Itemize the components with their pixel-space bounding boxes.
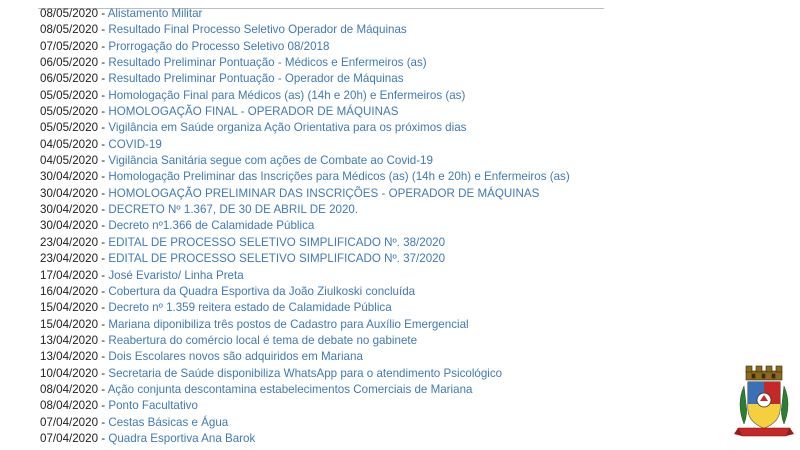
news-separator: - bbox=[98, 268, 109, 282]
news-title-link[interactable]: Homologação Final para Médicos (as) (14h e 20h) e Enfermeiros (as) bbox=[108, 88, 466, 102]
news-list-item bbox=[40, 202, 570, 218]
news-date: 06/05/2020 bbox=[40, 56, 99, 70]
news-separator: - bbox=[98, 23, 109, 37]
news-title-link[interactable]: Cobertura da Quadra Esportiva da João Ziulkoski concluída bbox=[108, 284, 416, 298]
news-date: 07/05/2020 bbox=[40, 39, 99, 53]
news-separator: - bbox=[98, 203, 109, 217]
news-title-link[interactable]: EDITAL DE PROCESSO SELETIVO SIMPLIFICADO Nº. 37/2020 bbox=[108, 252, 446, 266]
news-date: 13/04/2020 bbox=[40, 333, 99, 347]
news-separator: - bbox=[98, 121, 109, 135]
news-date: 04/05/2020 bbox=[40, 137, 99, 151]
news-date: 30/04/2020 bbox=[40, 186, 99, 200]
news-date: 30/04/2020 bbox=[40, 203, 99, 217]
news-list-item bbox=[40, 88, 570, 104]
news-separator: - bbox=[98, 137, 109, 151]
news-date: 30/04/2020 bbox=[40, 170, 99, 184]
news-separator: - bbox=[98, 252, 109, 266]
news-separator: - bbox=[98, 235, 109, 249]
news-list-item bbox=[40, 317, 570, 333]
news-date: 05/05/2020 bbox=[40, 88, 99, 102]
news-date: 08/04/2020 bbox=[40, 382, 99, 396]
news-list-item bbox=[40, 284, 570, 300]
news-separator: - bbox=[98, 333, 109, 347]
news-title-link[interactable]: Vigilância Sanitária segue com ações de Combate ao Covid-19 bbox=[108, 154, 433, 168]
news-list-item bbox=[40, 268, 570, 284]
news-separator: - bbox=[98, 39, 109, 53]
news-date: 05/05/2020 bbox=[40, 105, 99, 119]
news-separator: - bbox=[98, 415, 109, 429]
news-separator: - bbox=[98, 88, 109, 102]
news-list-item bbox=[40, 300, 570, 316]
news-list-item bbox=[40, 382, 570, 398]
news-list-item bbox=[40, 349, 570, 365]
news-separator: - bbox=[98, 154, 109, 168]
news-date: 08/05/2020 bbox=[40, 23, 99, 37]
news-title-link[interactable]: Resultado Preliminar Pontuação - Operador de Máquinas bbox=[108, 72, 404, 86]
news-date: 07/04/2020 bbox=[40, 431, 99, 445]
news-list-item bbox=[40, 104, 570, 120]
news-title-link[interactable]: Quadra Esportiva Ana Barok bbox=[108, 431, 256, 445]
news-separator: - bbox=[98, 105, 109, 119]
news-title-link[interactable]: Alistamento Militar bbox=[107, 7, 203, 20]
news-list-item bbox=[40, 186, 570, 202]
news-list bbox=[40, 6, 570, 447]
news-list-item bbox=[40, 235, 570, 251]
news-separator: - bbox=[98, 301, 109, 315]
news-date: 30/04/2020 bbox=[40, 219, 99, 233]
news-title-link[interactable]: Resultado Preliminar Pontuação - Médicos e Enfermeiros (as) bbox=[108, 56, 427, 70]
news-list-item bbox=[40, 398, 570, 414]
news-title-link[interactable]: Cestas Básicas e Água bbox=[108, 415, 229, 429]
news-separator: - bbox=[98, 219, 109, 233]
news-list-item bbox=[40, 153, 570, 169]
news-separator: - bbox=[98, 399, 109, 413]
news-title-link[interactable]: Decreto nº1.366 de Calamidade Pública bbox=[108, 219, 315, 233]
news-list-item bbox=[40, 39, 570, 55]
news-list-item bbox=[40, 333, 570, 349]
news-title-link[interactable]: Ação conjunta descontamina estabelecimentos Comerciais de Mariana bbox=[107, 382, 473, 396]
news-date: 23/04/2020 bbox=[40, 235, 99, 249]
news-title-link[interactable]: HOMOLOGAÇÃO FINAL - OPERADOR DE MÁQUINAS bbox=[108, 105, 399, 119]
news-list-item bbox=[40, 431, 570, 447]
news-title-link[interactable]: Mariana diponibiliza três postos de Cadastro para Auxílio Emergencial bbox=[108, 317, 469, 331]
news-list-item bbox=[40, 169, 570, 185]
news-title-link[interactable]: Ponto Facultativo bbox=[108, 399, 198, 413]
news-date: 13/04/2020 bbox=[40, 350, 99, 364]
news-title-link[interactable]: COVID-19 bbox=[108, 137, 162, 151]
news-separator: - bbox=[98, 72, 109, 86]
news-date: 06/05/2020 bbox=[40, 72, 99, 86]
news-title-link[interactable]: José Evaristo/ Linha Preta bbox=[108, 268, 244, 282]
news-title-link[interactable]: Dois Escolares novos são adquiridos em Mariana bbox=[108, 350, 363, 364]
news-list-item bbox=[40, 22, 570, 38]
news-title-link[interactable]: Secretaria de Saúde disponibiliza WhatsApp para o atendimento Psicológico bbox=[108, 366, 503, 380]
news-title-link[interactable]: Reabertura do comércio local é tema de debate no gabinete bbox=[108, 333, 418, 347]
news-separator: - bbox=[98, 170, 109, 184]
news-date: 23/04/2020 bbox=[40, 252, 99, 266]
news-separator: - bbox=[98, 56, 109, 70]
news-list-item bbox=[40, 71, 570, 87]
news-date: 10/04/2020 bbox=[40, 366, 99, 380]
news-title-link[interactable]: DECRETO Nº 1.367, DE 30 DE ABRIL DE 2020. bbox=[108, 203, 359, 217]
news-date: 08/04/2020 bbox=[40, 399, 99, 413]
news-separator: - bbox=[98, 382, 108, 396]
news-title-link[interactable]: Prorrogação do Processo Seletivo 08/2018 bbox=[108, 39, 330, 53]
news-title-link[interactable]: Resultado Final Processo Seletivo Operador de Máquinas bbox=[108, 23, 407, 37]
news-title-link[interactable]: Homologação Preliminar das Inscrições para Médicos (as) (14h e 20h) e Enfermeiros (as) bbox=[108, 170, 570, 184]
news-list-item bbox=[40, 218, 570, 234]
news-separator: - bbox=[98, 431, 109, 445]
news-list-item bbox=[40, 137, 570, 153]
news-separator: - bbox=[98, 350, 109, 364]
news-date: 05/05/2020 bbox=[40, 121, 99, 135]
news-date: 08/05/2020 bbox=[40, 7, 99, 20]
news-title-link[interactable]: HOMOLOGAÇÃO PRELIMINAR DAS INSCRIÇÕES - OPERADOR DE MÁQUINAS bbox=[108, 186, 540, 200]
news-title-link[interactable]: Vigilância em Saúde organiza Ação Orientativa para os próximos dias bbox=[108, 121, 467, 135]
news-title-link[interactable]: EDITAL DE PROCESSO SELETIVO SIMPLIFICADO Nº. 38/2020 bbox=[108, 235, 446, 249]
news-title-link[interactable]: Decreto nº 1.359 reitera estado de Calamidade Pública bbox=[108, 301, 392, 315]
news-date: 15/04/2020 bbox=[40, 317, 99, 331]
news-date: 07/04/2020 bbox=[40, 415, 99, 429]
news-list-item bbox=[40, 415, 570, 431]
news-separator: - bbox=[98, 7, 108, 20]
news-separator: - bbox=[98, 366, 109, 380]
news-list-item bbox=[40, 251, 570, 267]
news-separator: - bbox=[98, 186, 109, 200]
news-separator: - bbox=[98, 317, 109, 331]
news-list-item bbox=[40, 366, 570, 382]
news-separator: - bbox=[98, 284, 109, 298]
news-list-item bbox=[40, 120, 570, 136]
news-date: 17/04/2020 bbox=[40, 268, 99, 282]
news-date: 16/04/2020 bbox=[40, 284, 99, 298]
news-list-item bbox=[40, 6, 570, 22]
coat-of-arms-icon bbox=[734, 364, 794, 444]
news-date: 15/04/2020 bbox=[40, 301, 99, 315]
news-date: 04/05/2020 bbox=[40, 154, 99, 168]
news-list-item bbox=[40, 55, 570, 71]
